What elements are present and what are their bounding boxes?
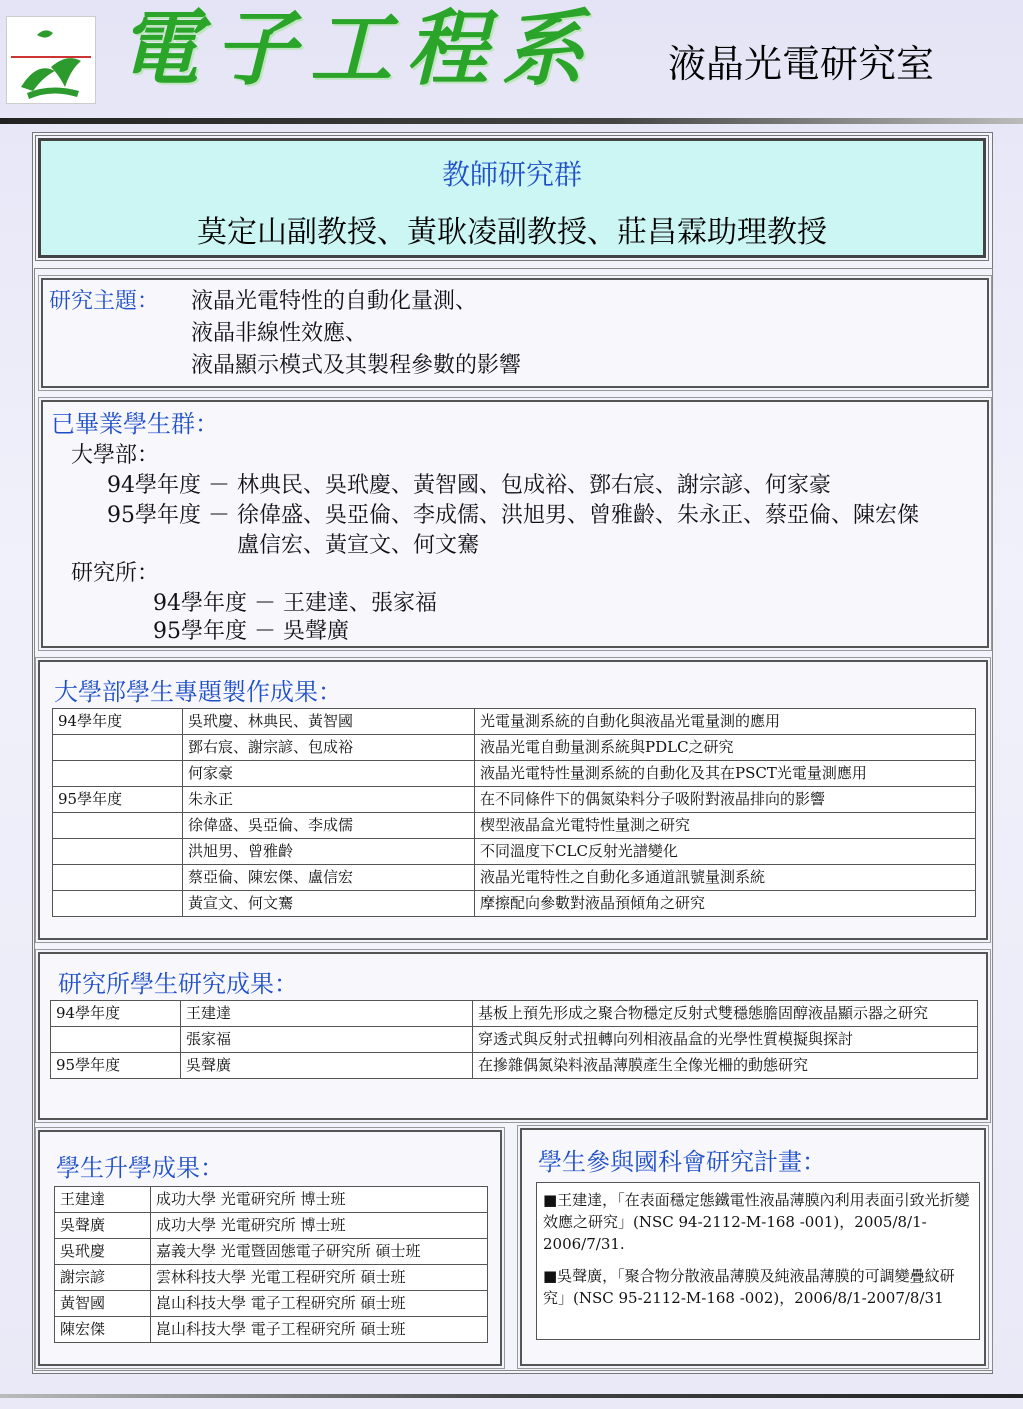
table-cell: 楔型液晶盒光電特性量測之研究 (475, 813, 976, 839)
nsc-item: ■王建達，「在表面穩定態鐵電性液晶薄膜內利用表面引致光折變效應之研究」(NSC 94-2112-M-168 -001)，2005/8/1-2006/7/31. (543, 1191, 970, 1253)
logo-icon (7, 17, 95, 103)
table-cell (53, 891, 183, 917)
table-row (53, 839, 976, 865)
table-cell: 蔡亞倫、陳宏傑、盧信宏 (183, 865, 475, 891)
advancement-title: 學生升學成果： (56, 1154, 224, 1182)
grad-research-table (50, 1000, 978, 1079)
table-row (55, 1187, 488, 1213)
table-row (55, 1265, 488, 1291)
table-cell: 成功大學 光電研究所 博士班 (151, 1187, 488, 1213)
undergrad-95-cont: 盧信宏、黃宣文、何文騫 (237, 533, 480, 558)
header-divider (0, 118, 1023, 124)
teacher-panel (38, 138, 986, 258)
table-cell: 雲林科技大學 光電工程研究所 碩士班 (151, 1265, 488, 1291)
nsc-panel (520, 1128, 986, 1366)
table-row (53, 709, 976, 735)
table-cell: 95學年度 (53, 787, 183, 813)
table-cell: 在不同條件下的偶氮染料分子吸附對液晶排向的影響 (475, 787, 976, 813)
table-row (55, 1239, 488, 1265)
nsc-item: ■吳聲廣，「聚合物分散液晶薄膜及純液晶薄膜的可調變疊紋研究」(NSC 95-2112-M-168 -002)，2006/8/1-2007/8/31 (543, 1267, 955, 1307)
table-cell (53, 813, 183, 839)
table-row (51, 1001, 978, 1027)
table-cell: 94學年度 (53, 709, 183, 735)
table-cell: 摩擦配向參數對液晶預傾角之研究 (475, 891, 976, 917)
table-cell: 吳玳慶 (55, 1239, 151, 1265)
table-row (55, 1213, 488, 1239)
table-cell: 吳聲廣 (181, 1053, 473, 1079)
table-cell (53, 865, 183, 891)
grad-95: 95學年度 － 吳聲廣 (153, 619, 349, 644)
table-row (51, 1027, 978, 1053)
table-cell: 在摻雜偶氮染料液晶薄膜產生全像光柵的動態研究 (473, 1053, 978, 1079)
undergrad-label: 大學部： (71, 443, 160, 468)
research-label: 研究主題： (49, 289, 160, 314)
table-cell: 液晶光電特性量測系統的自動化及其在PSCT光電量測應用 (475, 761, 976, 787)
research-topics-panel (41, 278, 989, 388)
grad-research-title: 研究所學生研究成果： (58, 970, 298, 998)
table-cell: 朱永正 (183, 787, 475, 813)
table-cell: 徐偉盛、吳亞倫、李成儒 (183, 813, 475, 839)
research-topic: 液晶光電特性的自動化量測、 (191, 289, 478, 314)
table-cell: 王建達 (55, 1187, 151, 1213)
table-row (53, 761, 976, 787)
grad-research-panel (38, 952, 988, 1120)
table-row (53, 787, 976, 813)
footer-divider (0, 1394, 1023, 1398)
table-cell: 何家豪 (183, 761, 475, 787)
table-cell (53, 839, 183, 865)
research-topic: 液晶顯示模式及其製程參數的影響 (191, 353, 522, 378)
advancement-panel (38, 1130, 502, 1366)
table-row (51, 1053, 978, 1079)
advancement-table (54, 1186, 488, 1343)
table-cell: 不同溫度下CLC反射光譜變化 (475, 839, 976, 865)
table-cell (51, 1027, 181, 1053)
table-cell (53, 735, 183, 761)
table-row (53, 865, 976, 891)
graduates-title: 已畢業學生群： (51, 410, 219, 438)
table-cell: 液晶光電自動量測系統與PDLC之研究 (475, 735, 976, 761)
table-cell: 陳宏傑 (55, 1317, 151, 1343)
nsc-title: 學生參與國科會研究計畫： (538, 1148, 826, 1176)
teacher-names: 莫定山副教授、黃耿凌副教授、莊昌霖助理教授 (197, 215, 827, 250)
table-cell: 光電量測系統的自動化與液晶光電量測的應用 (475, 709, 976, 735)
table-cell: 黃智國 (55, 1291, 151, 1317)
table-cell: 謝宗諺 (55, 1265, 151, 1291)
teacher-title: 教師研究群 (441, 158, 582, 191)
table-cell: 黃宣文、何文騫 (183, 891, 475, 917)
table-cell: 鄧右宸、謝宗諺、包成裕 (183, 735, 475, 761)
table-row (55, 1291, 488, 1317)
table-cell: 崑山科技大學 電子工程研究所 碩士班 (151, 1291, 488, 1317)
table-cell: 洪旭男、曾雅齡 (183, 839, 475, 865)
table-cell: 95學年度 (51, 1053, 181, 1079)
table-cell: 成功大學 光電研究所 博士班 (151, 1213, 488, 1239)
lab-name: 液晶光電研究室 (668, 42, 935, 86)
research-topic: 液晶非線性效應、 (191, 321, 368, 346)
table-row (53, 735, 976, 761)
table-cell: 94學年度 (51, 1001, 181, 1027)
undergrad-projects-title: 大學部學生專題製作成果： (54, 678, 342, 706)
department-title: 電子工程系 (118, 1, 598, 97)
table-row (55, 1317, 488, 1343)
undergrad-projects-table (52, 708, 976, 917)
table-cell: 崑山科技大學 電子工程研究所 碩士班 (151, 1317, 488, 1343)
undergrad-95: 95學年度 － 徐偉盛、吳亞倫、李成儒、洪旭男、曾雅齡、朱永正、蔡亞倫、陳宏傑 (107, 503, 919, 528)
table-cell: 吳玳慶、林典民、黃智國 (183, 709, 475, 735)
table-cell: 基板上預先形成之聚合物穩定反射式雙穩態膽固醇液晶顯示器之研究 (473, 1001, 978, 1027)
table-row (53, 891, 976, 917)
grad-94: 94學年度 － 王建達、張家福 (153, 591, 437, 616)
table-cell (53, 761, 183, 787)
graduates-panel (41, 400, 989, 648)
table-cell: 王建達 (181, 1001, 473, 1027)
table-cell: 張家福 (181, 1027, 473, 1053)
grad-label: 研究所： (71, 561, 160, 586)
undergrad-94: 94學年度 － 林典民、吳玳慶、黃智國、包成裕、鄧右宸、謝宗諺、何家豪 (107, 473, 831, 498)
undergrad-projects-panel (38, 660, 988, 940)
nsc-list (536, 1182, 980, 1340)
table-row (53, 813, 976, 839)
table-cell: 嘉義大學 光電暨固態電子研究所 碩士班 (151, 1239, 488, 1265)
table-cell: 液晶光電特性之自動化多通道訊號量測系統 (475, 865, 976, 891)
table-cell: 穿透式與反射式扭轉向列相液晶盒的光學性質模擬與探討 (473, 1027, 978, 1053)
table-cell: 吳聲廣 (55, 1213, 151, 1239)
department-logo (6, 16, 96, 104)
